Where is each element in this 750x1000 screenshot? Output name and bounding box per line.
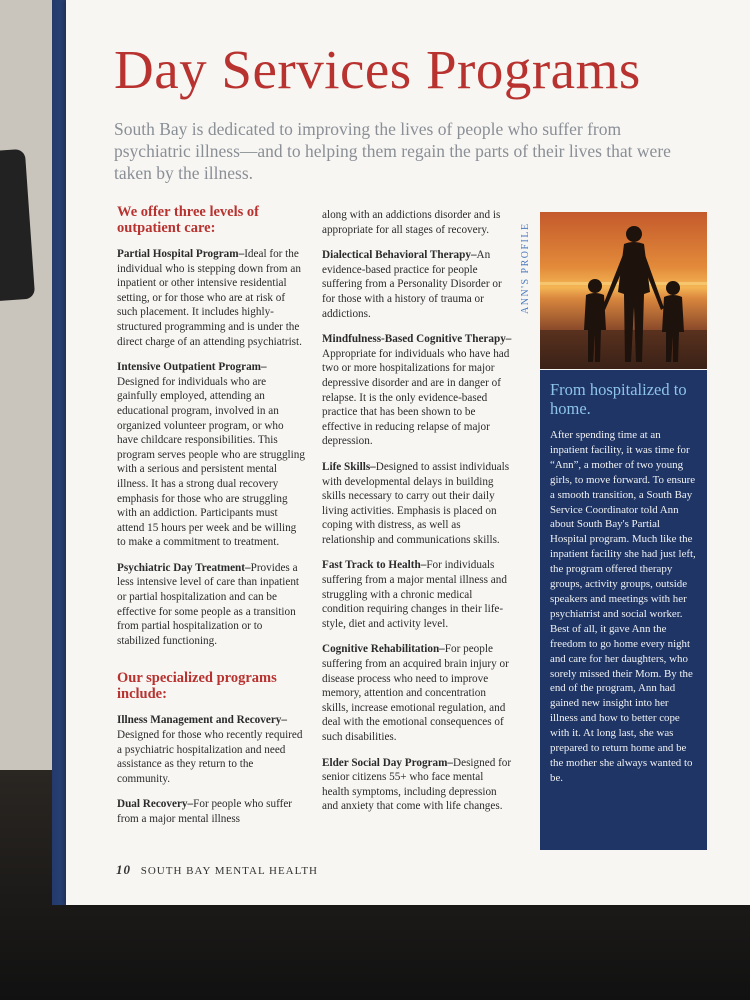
program-title: Illness Management and Recovery–	[117, 714, 287, 727]
program-title: Dual Recovery–	[117, 798, 194, 811]
program-description: Designed for individuals who are gainfully employed, attending an educational program, involved in an organized volunteer program, or who have childcare responsibilities. This program serves people who are struggling with a serious and persistent mental illness. It has a strong dual recovery emphasis for those who are struggling with an addiction. Participants must attend 15 hours per week and be willing to make a commitment to treatment.	[117, 375, 305, 549]
program-description: Designed to assist individuals with developmental delays in building skills necessary to carry out their daily living activities. Emphasis is placed on coping with distress, as well as relationship and communications skills.	[322, 460, 510, 546]
publication-name: SOUTH BAY MENTAL HEALTH	[140, 865, 318, 877]
program-item	[322, 642, 512, 744]
left-column	[117, 204, 305, 838]
program-title: Fast Track to Health–	[322, 559, 427, 572]
section-heading-specialized: Our specialized programs include:	[117, 670, 277, 703]
middle-column	[322, 208, 512, 825]
profile-sidebar	[540, 370, 707, 850]
sidebar-heading: From hospitalized to home.	[550, 380, 687, 418]
program-item	[322, 332, 512, 449]
intro-text: South Bay is dedicated to improving the lives of people who suffer from psychiatric illness—and to helping them regain the parts of their lives that were taken by the illness.	[114, 119, 671, 183]
page-footer	[116, 862, 318, 878]
program-item	[117, 247, 305, 349]
program-item	[322, 558, 512, 631]
program-title: Dialectical Behavioral Therapy–	[322, 249, 477, 262]
sidebar-story: After spending time at an inpatient facility, it was time for “Ann”, a mother of two young girls, to move forward. To ensure a smooth transition, a South Bay Service Coordinator told Ann about South Bay's Partial Hospital program. Much like the inpatient facility she had just left, the program offered therapy groups, activity groups, outside speakers and meetings with her psychiatrist and social worker. Best of all, it gave Ann the freedom to go home every night and care for her daughters, who sorely missed their Mom. By the end of the program, Ann had gained new insight into her illness and how to better cope with it. At long last, she was prepared to return home and be the mother she always wanted to be.	[550, 429, 696, 784]
program-title: Psychiatric Day Treatment–	[117, 561, 251, 574]
family-silhouette-image	[540, 212, 707, 369]
program-title: Elder Social Day Program–	[322, 756, 454, 769]
program-item	[117, 713, 305, 786]
page-number: 10	[116, 862, 131, 877]
program-description: For individuals suffering from a major mental illness and struggling with a chronic medical condition requiring changes in their life-style, diet and activity level.	[322, 559, 507, 630]
magazine-page	[66, 0, 750, 905]
program-title: Intensive Outpatient Program–	[117, 361, 267, 374]
program-item	[322, 460, 512, 548]
program-title: Life Skills–	[322, 460, 376, 473]
program-description: An evidence-based practice for people suffering from a Personality Disorder or for those with a history of trauma or addictions.	[322, 249, 502, 320]
program-description: Ideal for the individual who is stepping down from an inpatient or other intensive residential setting, or for those who are at risk of such placement. It includes highly-structured programming and is under the direct charge of an attending psychiatrist.	[117, 248, 302, 348]
program-item	[322, 248, 512, 321]
program-description: For people suffering from an acquired brain injury or disease process who need to improve memory, attention and concentration skills, increase emotional regulation, and deal with the emotional consequences of such disabilities.	[322, 643, 509, 743]
sunset-family-photo	[540, 212, 707, 369]
program-title: Cognitive Rehabilitation–	[322, 643, 445, 656]
program-item	[117, 561, 305, 649]
section-heading-levels: We offer three levels of outpatient care:	[117, 204, 259, 236]
program-title: Partial Hospital Program–	[117, 248, 245, 260]
page-title: Day Services Programs	[114, 39, 641, 100]
program-description: Designed for those who recently required a psychiatric hospitalization and need assistance as they return to the community.	[117, 729, 303, 785]
continued-text: along with an addictions disorder and is appropriate for all stages of recovery.	[322, 209, 501, 236]
program-item	[117, 360, 305, 550]
desk-edge	[0, 0, 60, 770]
program-description: For people who suffer from a major mental illness	[117, 798, 293, 825]
program-title: Mindfulness-Based Cognitive Therapy–	[322, 333, 512, 346]
program-item	[117, 797, 305, 826]
program-description: Provides a less intensive level of care than inpatient or partial hospitalization and can be effective for some people as a transition from partial hospitalization or to stabilized functioning.	[117, 561, 300, 647]
profile-label	[520, 214, 534, 314]
profile-label-text: ANN'S PROFILE	[520, 222, 531, 314]
program-description: Appropriate for individuals who have had two or more hospitalizations for major depressive disorder and are in danger of relapse. It is the only evidence-based practice that has been shown to be effective in reducing relapse of major depression.	[322, 347, 510, 448]
program-description: Designed for senior citizens 55+ who face mental health symptoms, including depression and anxiety that come with life changes.	[322, 756, 512, 813]
program-item	[322, 756, 512, 814]
